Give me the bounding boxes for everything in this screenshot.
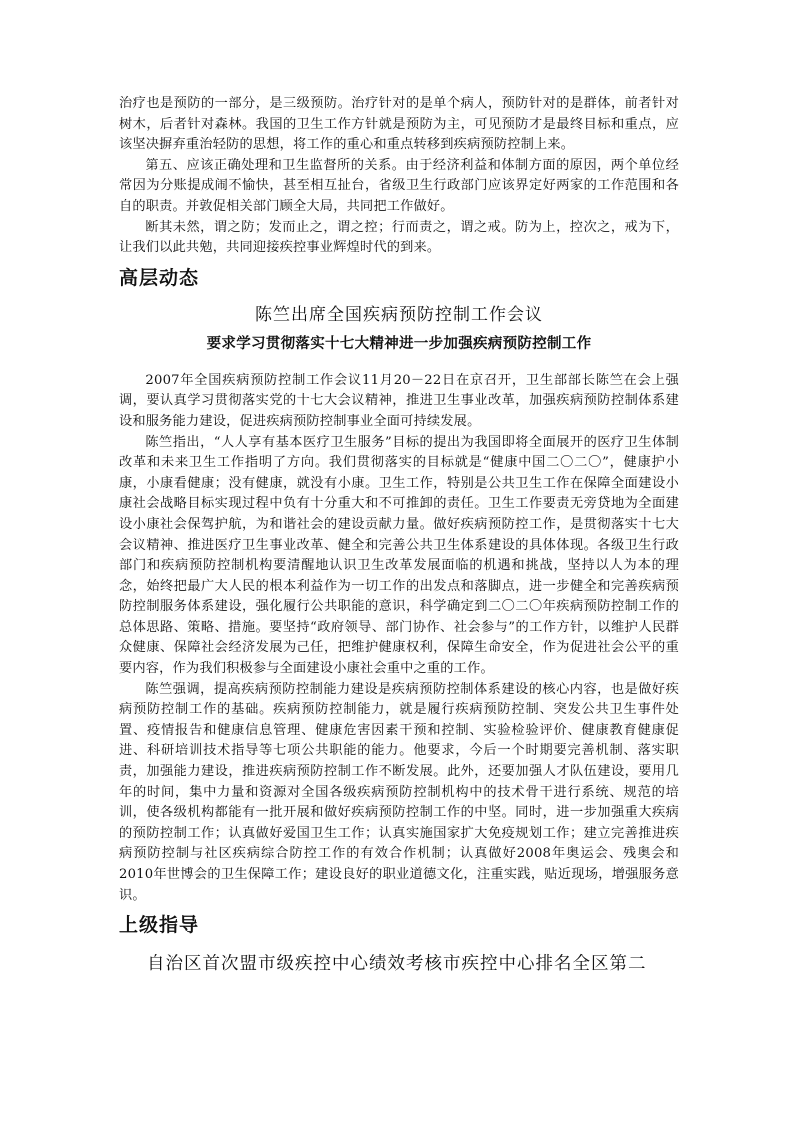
document-page <box>119 94 679 976</box>
paragraph-fifth-point: 第五、应该正确处理和卫生监督所的关系。由于经济利益和体制方面的原因，两个单位经常因为分账提成闹不愉快，甚至相互扯台，省级卫生行政部门应该界定好两家的工作范围和各自的职责。并敦促相关部门顾全大局，共同把工作做好。 <box>119 157 679 214</box>
section-heading-guidance: 上级指导 <box>119 914 200 937</box>
article-paragraph-capacity: 陈竺强调，提高疾病预防控制能力建设是疾病预防控制体系建设的核心内容，也是做好疾病预防控制工作的基础。疾病预防控制能力，就是履行疾病预防控制、突发公共卫生事件处置、疫情报告和健康信息管理、健康危害因素干预和控制、实验检验评价、健康教育健康促进、科研培训技术指导等七项公共职能的能力。他要求，今后一个时期要完善机制、落实职责，加强能力建设，推进疾病预防控制工作不断发展。此外，还要加强人才队伍建设，要用几年的时间，集中力量和资源对全国各级疾病预防控制机构中的技术骨干进行系统、规范的培训，使各级机构都能有一批开展和做好疾病预防控制工作的中坚。同时，进一步加强重大疾病的预防控制工作；认真做好爱国卫生工作；认真实施国家扩大免疫规划工作；建立完善推进疾病预防控制与社区疾病综合防控工作的有效合作机制；认真做好2008年奥运会、残奥会和2010年世博会的卫生保障工作；建设良好的职业道德文化，注重实践，贴近现场，增强服务意识。 <box>119 681 679 903</box>
article-paragraph-goals: 陈竺指出，“人人享有基本医疗卫生服务”目标的提出为我国即将全面展开的医疗卫生体制改革和未来卫生工作指明了方向。我们贯彻落实的目标就是“健康中国二〇二〇”，健康护小康，小康看健康；没有健康，就没有小康。卫生工作，特别是公共卫生工作在保障全面建设小康社会战略目标实现过程中负有十分重大和不可推卸的责任。卫生工作要责无旁贷地为全面建设小康社会保驾护航，为和谐社会的建设贡献力量。做好疾病预防控工作，是贯彻落实十七大会议精神、推进医疗卫生事业改革、健全和完善公共卫生体系建设的具体体现。各级卫生行政部门和疾病预防控制机构要清醒地认识卫生改革发展面临的机遇和挑战，坚持以人为本的理念，始终把最广大人民的根本利益作为一切工作的出发点和落脚点，进一步健全和完善疾病预防控制服务体系建设，强化履行公共职能的意识，科学确定到二〇二〇年疾病预防控制工作的总体思路、策略、措施。要坚持“政府领导、部门协作、社会参与”的工作方针，以维护人民群众健康、保障社会经济发展为己任，把维护健康权利，保障生命安全，作为促进社会公平的重要内容，作为我们积极参与全面建设小康社会重中之重的工作。 <box>119 434 679 677</box>
article-title: 陈竺出席全国疾病预防控制工作会议 <box>255 304 543 325</box>
article-title-guidance: 自治区首次盟市级疾控中心绩效考核市疾控中心排名全区第二 <box>147 954 647 975</box>
section-heading-high-level: 高层动态 <box>119 266 200 289</box>
paragraph-continued: 治疗也是预防的一部分，是三级预防。治疗针对的是单个病人，预防针对的是群体，前者针对树木，后者针对森林。我国的卫生工作方针就是预防为主，可见预防才是最终目标和重点，应该坚决摒弃重治轻防的思想，将工作的重心和重点转移到疾病预防控制上来。 <box>119 96 679 153</box>
paragraph-conclusion: 断其未然，谓之防；发而止之，谓之控；行而责之，谓之戒。防为上，控次之，戒为下，让我们以此共勉，共同迎接疾控事业辉煌时代的到来。 <box>119 219 679 256</box>
article-body <box>119 371 679 906</box>
article-subtitle: 要求学习贯彻落实十七大精神进一步加强疾病预防控制工作 <box>206 334 592 352</box>
article-paragraph-intro: 2007年全国疾病预防控制工作会议11月20－22日在京召开，卫生部部长陈竺在会上强调，要认真学习贯彻落实党的十七大会议精神，推进卫生事业改革，加强疾病预防控制体系建设和服务能力建设，促进疾病预防控制事业全面可持续发展。 <box>119 372 679 429</box>
